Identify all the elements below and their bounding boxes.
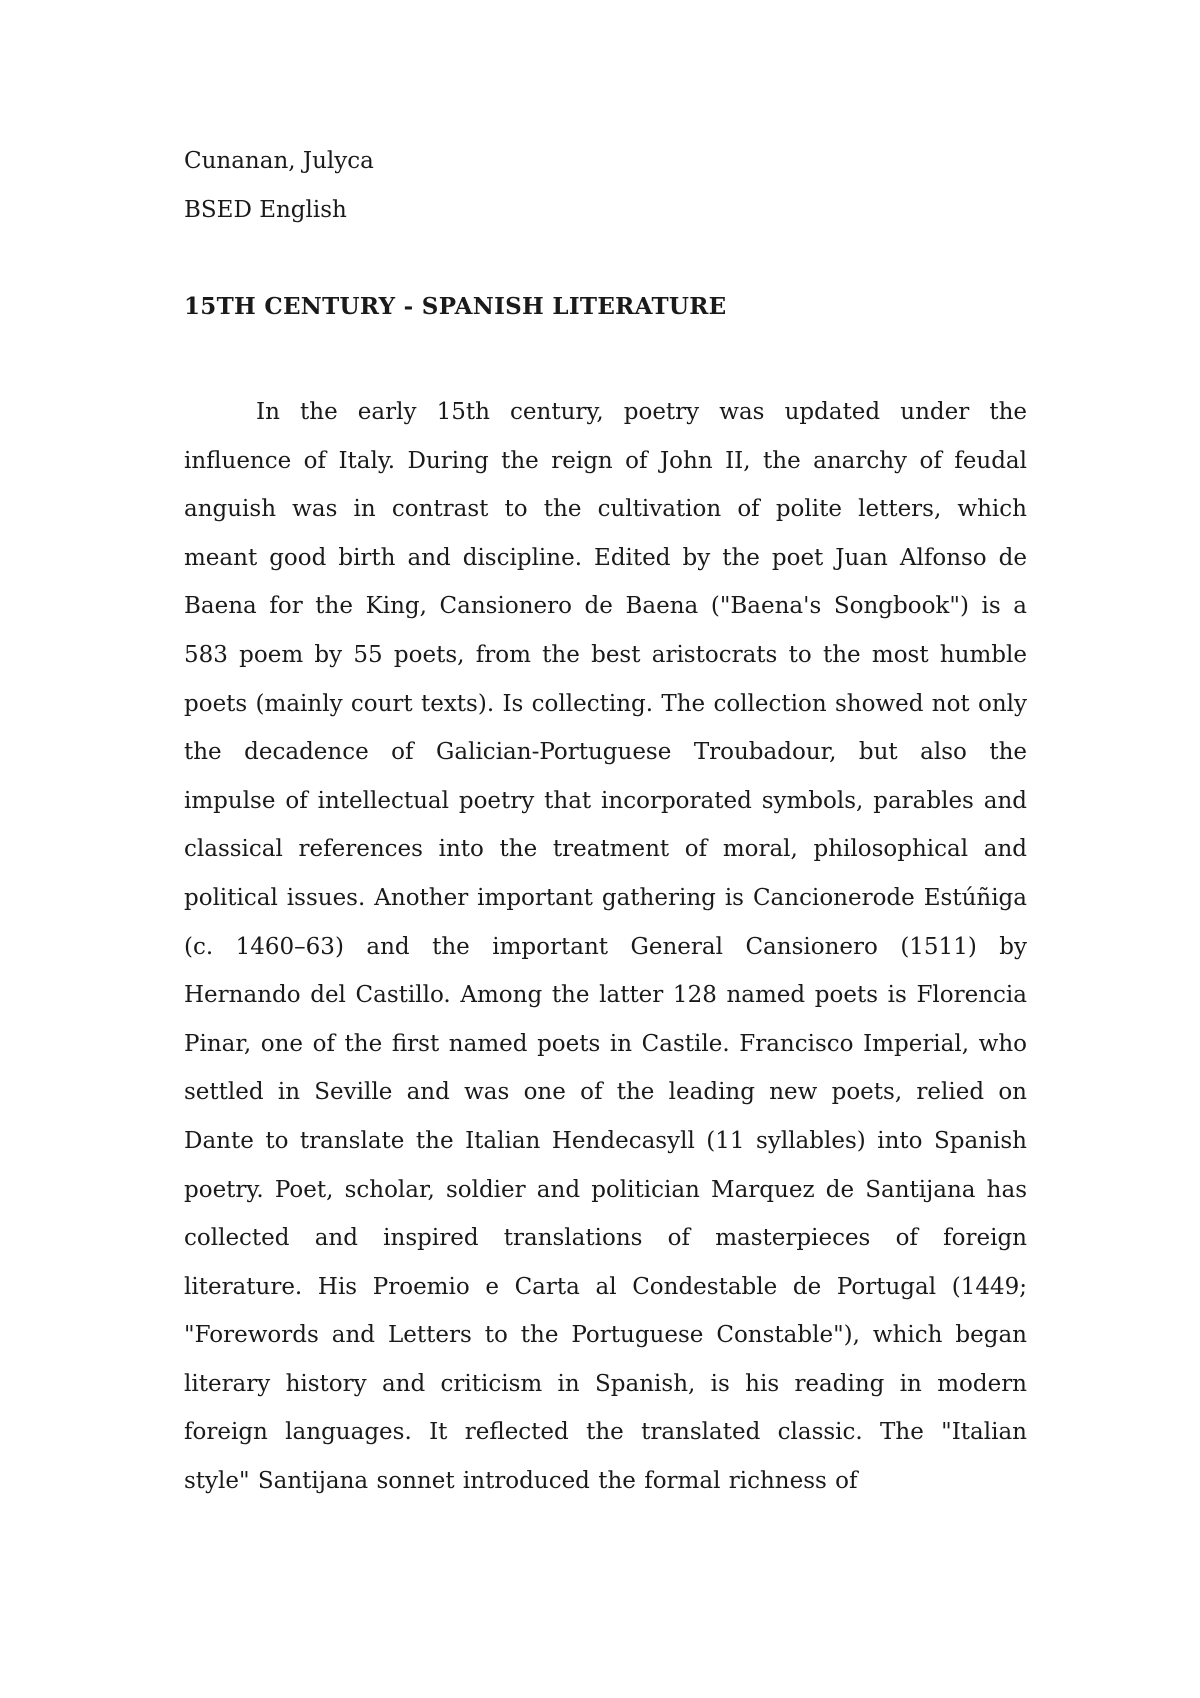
course-name: BSED English bbox=[184, 197, 347, 223]
document-title: 15TH CENTURY - SPANISH LITERATURE bbox=[184, 293, 727, 320]
body-paragraph: In the early 15th century, poetry was updated under the influence of Italy. During the reign of John II, the anarchy of feudal anguish was in contrast to the cultivation of polite letters, which meant good birth and discipline. Edited by the poet Juan Alfonso de Baena for the King, Cansionero de Baena ("Baena's Songbook") is a 583 poem by 55 poets, from the best aristocrats to the most humble poets (mainly court texts). Is collecting. The collection showed not only the decadence of Galician-Portuguese Troubadour, but also the impulse of intellectual poetry that incorporated symbols, parables and classical references into the treatment of moral, philosophical and political issues. Another important gathering is Cancionerode Estúñiga (c. 1460–63) and the important General Cansionero (1511) by Hernando del Castillo. Among the latter 128 named poets is Florencia Pinar, one of the first named poets in Castile. Francisco Imperial, who settled in Seville and was one of the leading new poets, relied on Dante to translate the Italian Hendecasyll (11 syllables) into Spanish poetry. Poet, scholar, soldier and politician Marquez de Santijana has collected and inspired translations of masterpieces of foreign literature. His Proemio e Carta al Condestable de Portugal (1449; "Forewords and Letters to the Portuguese Constable"), which began literary history and criticism in Spanish, is his reading in modern foreign languages. It reflected the translated classic. The "Italian style" Santijana sonnet introduced the formal richness of bbox=[184, 399, 1027, 1495]
author-name: Cunanan, Julyca bbox=[184, 148, 374, 174]
